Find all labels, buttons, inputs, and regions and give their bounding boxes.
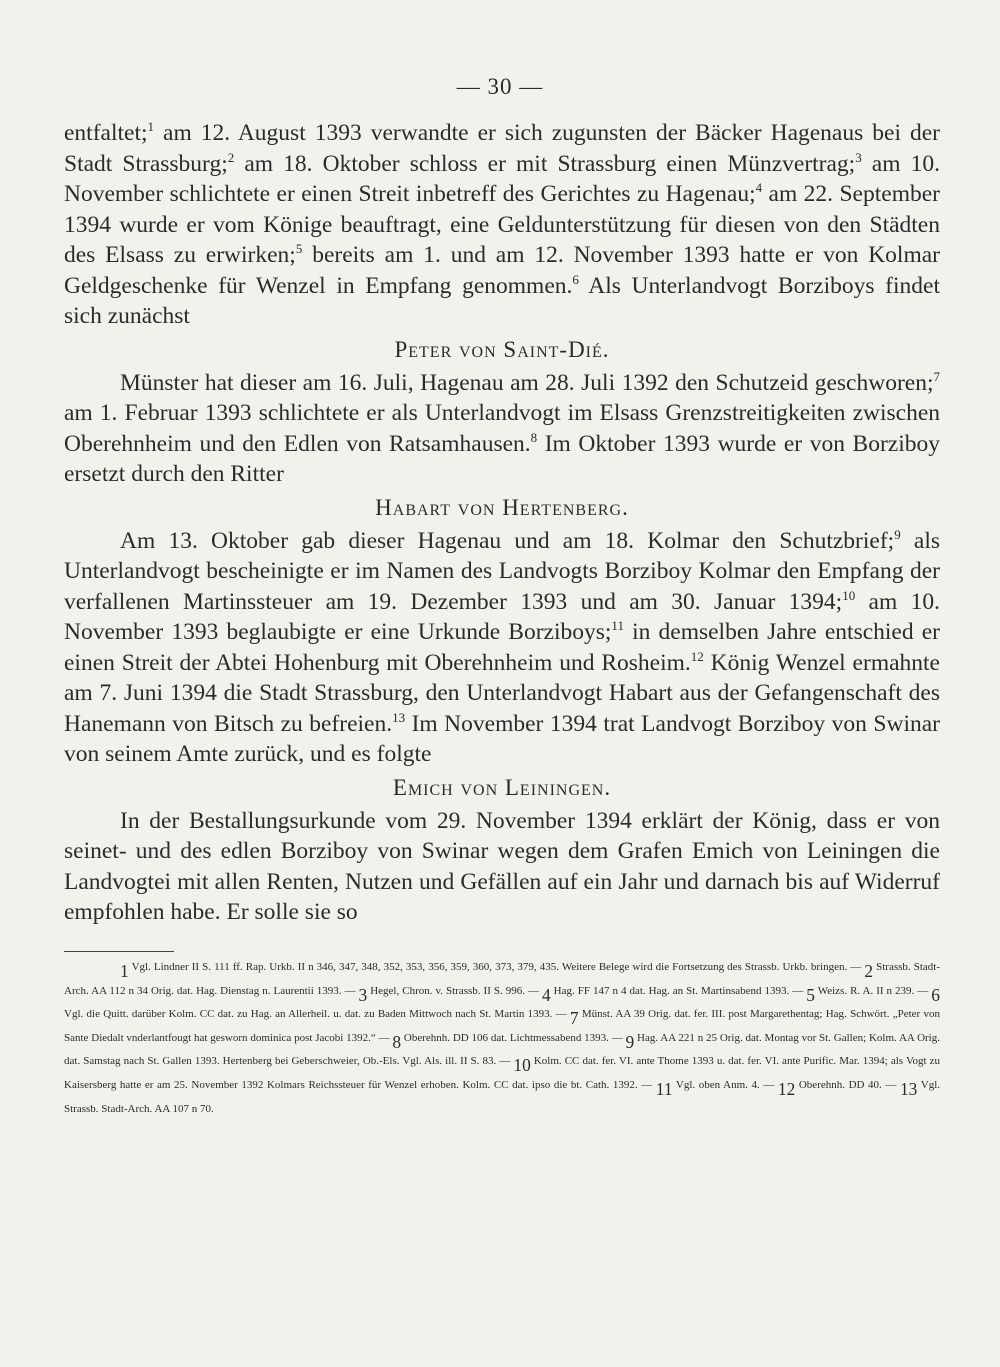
footnote-ref: Weizs. R. A. II n 239. — [814, 984, 932, 997]
paragraph-text: Als Unterlandvogt Borziboys findet sich zunächst [64, 272, 940, 329]
paragraph-3 [64, 526, 940, 770]
footnote-text: 10 [513, 1055, 531, 1076]
footnote-ref: Hag. AA 221 n 25 Orig. dat. Montag vor St. Gallen; Kolm. AA Orig. dat. Samstag nach St. Gallen 1393. Hertenberg bei Geberschweier, Ob.-Els. Vgl. Als. ill. II S. 83. — [64, 1031, 940, 1068]
footnote-ref: 7 [933, 368, 940, 384]
footnote-ref: 1 [147, 119, 155, 135]
paragraph-2 [64, 368, 940, 490]
paragraph-text: am 1. Februar 1393 schlichtete er als Unterlandvogt im Elsass Grenzstreitigkeiten zwischen Oberehnheim und den Edlen von Ratsamhausen. [64, 400, 940, 457]
footnote-ref: Strassb. Stadt-Arch. AA 112 n 34 Orig. dat. Hag. Dienstag n. Laurentii 1393. — [64, 961, 940, 997]
footnote-ref: Oberehnh. DD 106 dat. Lichtmessabend 1393. — [401, 1031, 626, 1044]
heading-emich-von-leiningen: Emich von Leiningen. [392, 774, 612, 800]
footnote-ref: 8 [530, 429, 538, 445]
footnote-ref: Vgl. Strassb. Stadt-Arch. AA 107 n 70. [64, 1079, 940, 1115]
paragraph-text: Münster hat dieser am 16. Juli, Hagenau am 28. Juli 1392 den Schutzeid geschworen; [120, 369, 934, 396]
footnote-text: 4 [541, 984, 551, 1005]
footnotes-text [64, 960, 940, 1125]
paragraph-text: König Wenzel ermahnte am 7. Juni 1394 die Stadt Strassburg, den Unterlandvogt Habart aus der Gefangenschaft des Hanemann von Bitsch zu befreien. [64, 649, 940, 737]
footnote-text: 2 [864, 961, 874, 981]
page-number: — 30 — [456, 74, 544, 99]
paragraph-text: als Unterlandvogt bescheinigte er im Namen des Landvogts Borziboy Kolmar den Empfang der verfallenen Martinssteuer am 19. Dezember 1393 und am 30. Januar 1394; [64, 527, 940, 615]
paragraph-text: am 12. August 1393 verwandte er sich zugunsten der Bäcker Hagenaus bei der Stadt Strassburg; [64, 120, 940, 177]
footnote-ref: Hag. FF 147 n 4 dat. Hag. an St. Martinsabend 1393. — [550, 984, 807, 997]
paragraph-text: bereits am 1. und am 12. November 1393 hatte er von Kolmar Geldgeschenke für Wenzel in Empfang genommen. [64, 242, 940, 299]
footnote-ref: 6 [572, 271, 579, 287]
paragraph-text: entfaltet; [64, 120, 148, 146]
paragraph-text: Im November 1394 trat Landvogt Borziboy von Swinar von seinem Amte zurück, und es folgte [64, 710, 940, 767]
footnote-ref: 3 [855, 149, 862, 165]
paragraph-4 [64, 806, 940, 928]
footnote-ref: 2 [227, 149, 235, 165]
paragraph-text: am 10. November 1393 beglaubigte er eine Urkunde Borziboys; [64, 588, 940, 645]
paragraph-text: am 10. November schlichtete er einen Streit inbetreff des Gerichtes zu Hagenau; [64, 150, 940, 207]
footnote-text: 12 [777, 1078, 796, 1099]
footnote-divider [64, 951, 174, 952]
footnote-ref: 10 [842, 587, 856, 603]
footnote-text: 13 [899, 1078, 918, 1099]
heading-habart-von-hertenberg: Habart von Hertenberg. [375, 494, 629, 520]
footnote-ref: 13 [392, 709, 406, 725]
footnote-ref: Hegel, Chron. v. Strassb. II S. 996. — [367, 984, 542, 997]
footnote-text: 3 [358, 984, 368, 1005]
heading-peter-von-saint-die: Peter von Saint-Dié. [394, 336, 610, 362]
footnote-ref: 5 [295, 241, 303, 257]
footnote-ref: 11 [611, 618, 624, 634]
footnote-ref: 9 [894, 526, 901, 542]
footnote-ref: 4 [755, 180, 763, 196]
footnotes [64, 960, 940, 1125]
footnote-text: 5 [806, 984, 815, 1005]
footnote-ref: Vgl. oben Anm. 4. — [672, 1079, 778, 1092]
footnote-ref: Oberehnh. DD 40. — [795, 1079, 900, 1092]
paragraph-text: am 22. September 1394 wurde er vom Könige beauftragt, eine Geldunterstützung für diesen von den Städten des Elsass zu erwirken; [64, 181, 940, 268]
paragraph-text: Im Oktober 1393 wurde er von Borziboy ersetzt durch den Ritter [64, 430, 940, 487]
main-text [64, 118, 940, 928]
footnote-ref: Vgl. Lindner II S. 111 ff. Rap. Urkb. II n 346, 347, 348, 352, 353, 356, 359, 360, 373, 379, 435. Weitere Belege wird die Fortsetzung des Strassb. Urkb. bringen. — [128, 961, 865, 974]
footnote-text: 11 [655, 1078, 673, 1099]
footnote-ref: 12 [690, 648, 704, 664]
paragraph-1 [64, 118, 940, 332]
footnote-ref: Kolm. CC dat. fer. VI. ante Thome 1393 u. dat. fer. VI. ante Purific. Mar. 1394; als Vogt zu Kaisersberg hatte er am 25. November 1392 Kolmars Reichssteuer für Wenzel erhoben. Kolm. CC dat. ipso die bt. Cath. 1392. — [64, 1055, 940, 1092]
paragraph-text: In der Bestallungsurkunde vom 29. November 1394 erklärt der König, dass er von seinet- und des edlen Borziboy von Swinar wegen dem Grafen Emich von Leiningen die Landvogtei mit allen Renten, Nutzen und Gefällen auf ein Jahr und darnach bis auf Widerruf empfohlen habe. Er solle sie so [64, 807, 940, 925]
footnote-text: 7 [569, 1008, 579, 1029]
paragraph-text: Am 13. Oktober gab dieser Hagenau und am 18. Kolmar den Schutzbrief; [120, 527, 895, 554]
footnote-ref: Münst. AA 39 Orig. dat. fer. III. post Margarethentag; Hag. Schwört. „Peter von Sante Diedalt vnderlantfougt hat gesworn dominica post Jacobi 1392.“ — [64, 1008, 940, 1044]
paragraph-text: am 18. Oktober schloss er mit Strassburg einen Münzvertrag; [234, 150, 856, 177]
footnote-ref: Vgl. die Quitt. darüber Kolm. CC dat. zu Hag. an Allerheil. u. dat. zu Baden Mittwoch nach St. Martin 1393. — [64, 1008, 570, 1021]
footnote-text: 1 [120, 961, 129, 981]
paragraph-text: in demselben Jahre entschied er einen Streit der Abtei Hohenburg mit Oberehnheim und Rosheim. [64, 619, 941, 676]
footnote-text: 6 [931, 984, 940, 1005]
footnote-text: 8 [392, 1031, 402, 1052]
footnote-text: 9 [625, 1031, 635, 1052]
